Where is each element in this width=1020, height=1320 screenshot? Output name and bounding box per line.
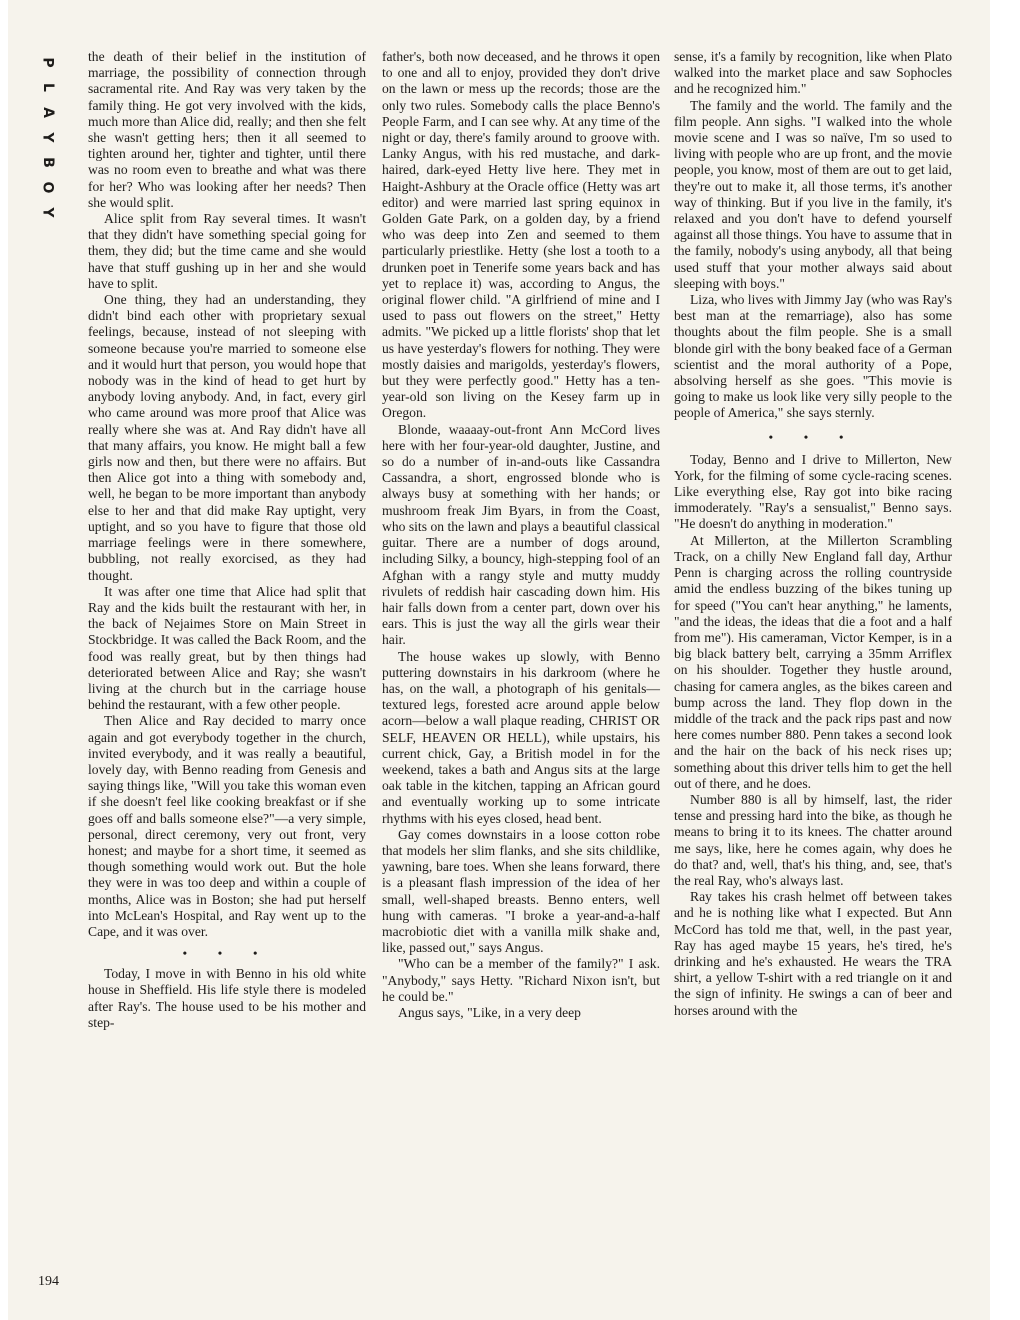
text-column-1 [88,49,366,1031]
paragraph: "Who can be a member of the family?" I ask. "Anybody," says Hetty. "Richard Nixon isn't, but he could be." [382,956,660,1004]
paragraph: One thing, they had an understanding, they didn't bind each other with proprietary sexual feelings, because, instead of not sleeping with someone because you're married to someone else and it would hurt that person, you would hope that nobody was in the kind of head to get hurt by anybody loving anybody. And, in fact, every girl who came around was more proof that Alice was really where she was at. And Ray didn't have all that many affairs, you know. He might ball a few girls now and then, but there were no affairs. But then Alice got into a thing with somebody and, well, he began to be more important than anybody else to her and that did make Ray uptight, very uptight, and so you have to figure that those old marriage feelings were in there somewhere, bubbling, not really exorcised, as they had thought. [88,292,366,583]
paragraph: Liza, who lives with Jimmy Jay (who was Ray's best man at the remarriage), also has some thoughts about the film people. She is a small blonde girl with the bony beaked face of a German scientist and the moral authority of a Pope, absolving herself as she goes. "This movie is going to make us look like very silly people to the people of America," she says sternly. [674,292,952,421]
text-column-2 [382,49,660,1021]
paragraph: Then Alice and Ray decided to marry once again and got everybody together in the church, invited everybody, and it was really a beautiful, lovely day, with Benno reading from Genesis and saying things like, "Will you take this woman even if she doesn't feel like cooking breakfast or if she goes off and balls someone else?"—a very simple, personal, direct ceremony, very out front, very honest; and maybe for a short time, it seemed as though something would work out. But the hole they were in was too deep and within a couple of months, Alice was in Boston; she had put herself into McLean's Hospital, and Ray went up to the Cape, and it was over. [88,713,366,939]
paragraph: The house wakes up slowly, with Benno puttering downstairs in his darkroom (where he has, on the wall, a photograph of his genitals—textured legs, forested acre around apple below acorn—below a wall plaque reading, CHRIST OR SELF, HEAVEN OR HELL), while upstairs, his current chick, Gay, a British model in for the weekend, takes a bath and Angus sits at the large oak table in the kitchen, tapping an African gourd and eventually working up to some intricate rhythms with his eyes closed, head bent. [382,648,660,826]
magazine-letter: B [39,157,56,168]
paragraph: Number 880 is all by himself, last, the rider tense and pressing hard into the bike, as though he means to bring it to its knees. The chatter around me says, like, here he comes again, why does he do that? and, well, that's his thing, and, see, that's the real Ray, who's always last. [674,791,952,888]
magazine-letter: O [39,181,56,194]
magazine-letter: A [39,107,56,118]
paragraph: Alice split from Ray several times. It wasn't that they didn't have something special going for them, they did; but the time came and she would have that stuff gushing up in her and she would have to split. [88,211,366,291]
paragraph: Gay comes downstairs in a loose cotton robe that models her slim flanks, and she sits childlike, yawning, bare toes. When she leans forward, there is a pleasant flash impression of the idea of her small, well-shaped breasts. Benno enters, well hung with cameras. "I broke a year-and-a-half macrobiotic diet with a vanilla milk shake and, like, passed out," says Angus. [382,826,660,956]
section-break: • • • [768,429,858,444]
magazine-letter: P [39,57,56,68]
paragraph: sense, it's a family by recognition, like when Plato walked into the market place and saw Sophocles and he recognized him." [674,49,952,97]
paragraph: Today, Benno and I drive to Millerton, New York, for the filming of some cycle-racing scenes. Like everything else, Ray got into bike racing immoderately. "Ray's a sensualist," Benno says. "He doesn't do anything in moderation." [674,451,952,532]
paragraph: Angus says, "Like, in a very deep [398,1004,581,1020]
paragraph: Ray takes his crash helmet off between takes and he is nothing like what I expected. But Ann McCord has told me that, well, in the past year, Ray has aged maybe 15 years, he's tired, he's drinking and he's exhausted. He wears the TRA shirt, a yellow T-shirt with a red triangle on it and the sign of infinity. He swings a can of beer and horses around with the [674,889,952,1018]
paragraph: The family and the world. The family and the film people. Ann sighs. "I walked into the whole movie scene and I was so naïve, I'm so used to living with people who are up front, and the movie people, you know, most of them are out to get laid, they're out to make it, all those terms, it's another way of thinking. But if you live in the family, it's relaxed and you don't have to defend yourself against all those things. You have to assume that in the family, nobody's using anybody, all that being used stuff that your mother always said about sleeping with boys." [674,97,952,291]
paragraph: Blonde, waaaay-out-front Ann McCord lives here with her four-year-old daughter, Justine, and so do a number of in-and-outs like Cassandra Cassandra, a short, engrossed blonde who is always busy at something with her hands; or mushroom freak Jim Byars, in from the Coast, who sits on the lawn and plays a beautiful classical guitar. There are a number of dogs around, including Silky, a bouncy, high-stepping fool of an Afghan with a rangy style and mutty muddy rivulets of reddish hair cascading down him. His hair falls down from a center part, down over his ears. This is just the way all the girls wear their hair. [382,421,660,648]
magazine-letter: Y [39,132,56,143]
magazine-page [8,0,990,1320]
magazine-name-vertical [36,50,58,225]
page-number: 194 [38,1274,59,1289]
paragraph: Today, I move in with Benno in his old white house in Sheffield. His life style there is modeled after Ray's. The house used to be his mother and step- [88,966,366,1030]
text-column-3 [674,49,952,1019]
magazine-letter: L [39,83,56,92]
magazine-letter: Y [39,207,56,218]
paragraph: father's, both now deceased, and he throws it open to one and all to enjoy, provided they don't drive on the lawn or mess up the records; those are the only two rules. Somebody calls the place Benno's People Farm, and I can see why. At any time of the night or day, there's family around to groove with. Lanky Angus, with his red mustache, and dark-haired, dark-eyed Hetty live here. They met in Haight-Ashbury at the Oracle office (Hetty was art editor) and were married last spring equinox in Golden Gate Park, on a golden day, by a friend who was deep into Zen and seemed to them particularly priestlike. Hetty (she lost a tooth to a drunken poet in Tenerife some years back and has yet to replace it) was, according to Angus, the original flower child. "A girlfriend of mine and I used to pass out flowers on the street," Hetty admits. "We picked up a little florists' shop that let us have yesterday's flowers for nothing. They were mostly daisies and marigolds, yesterday's flowers, but they were perfectly good." Hetty has a ten-year-old son living on the Kesey farm up in Oregon. [382,49,660,421]
paragraph: At Millerton, at the Millerton Scrambling Track, on a chilly New England fall day, Arthur Penn is charging across the rolling countryside amid the endless buzzing of the bikes tuning up for speed ("You can't hear anything," he laments, "and the ideas, the ideas that die a foot and a half from me"). His cameraman, Victor Kemper, is in a big black battery belt, carrying a 35mm Arriflex on his shoulder. Together they hustle around, chasing for camera angles, as the bikes careen and bump across the land. They flop down in the middle of the track and the pack rips past and now here comes number 880. Penn takes a second look and the hair on the back of his neck rises up; something about this driver tells him to get the hell out of there, and he does. [674,532,952,791]
paragraph: the death of their belief in the institution of marriage, the possibility of connection through sacramental rite. And Ray was very taken by the family thing. He got very involved with the kids, much more than Alice did, really; and then she felt she wasn't getting hers; then it all seemed to tighten around her, tighter and tighter, until there was no room even to breathe and what was there for her? Who was looking after her needs? Then she would split. [88,49,366,210]
section-break: • • • [182,946,272,961]
paragraph: It was after one time that Alice had split that Ray and the kids built the restaurant with her, in the back of Nejaimes Store on Main Street in Stockbridge. It was called the Back Room, and the food was really great, but by then things had deteriorated between Alice and Ray; she wasn't living at the church but in the carriage house behind the restaurant, with a few other people. [88,583,366,713]
